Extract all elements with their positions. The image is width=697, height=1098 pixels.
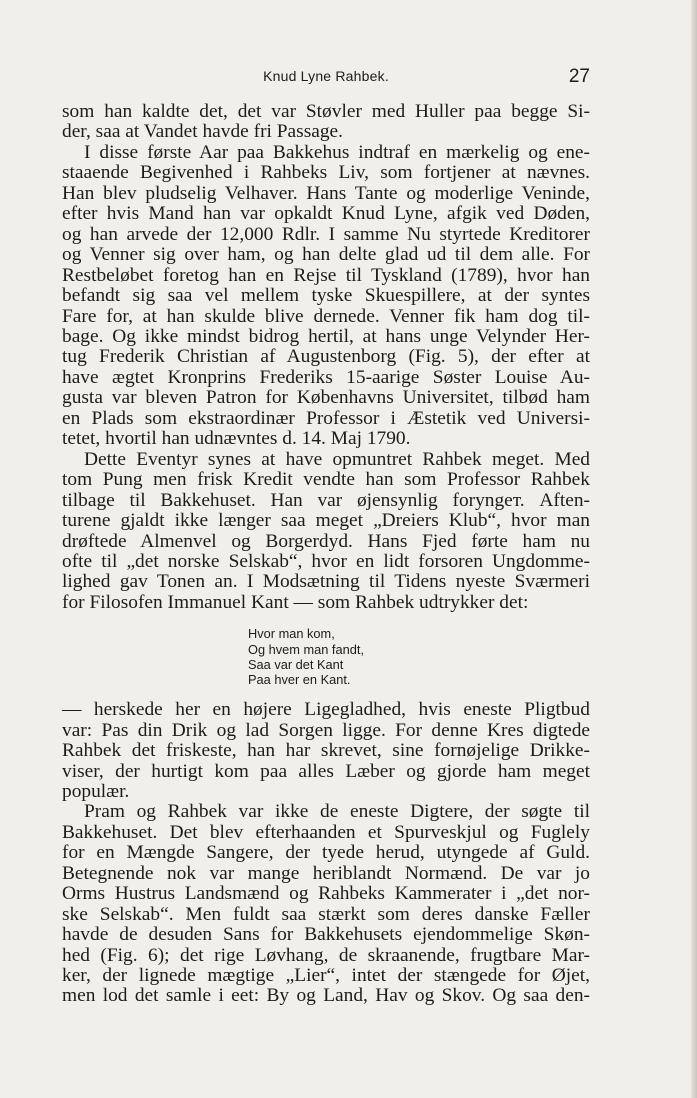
text-line: tetet, hvortil han udnævntes d. 14. Maj 1790. <box>62 428 411 450</box>
text-line: I disse første Aar paa Bakkehus indtraf en mærkelig og ene- <box>84 141 590 163</box>
text-line: men lod det samle i eet: By og Land, Hav og Skov. Og saa den- <box>62 985 590 1007</box>
text-line: en Plads som ekstraordinær Professor i Æstetik ved Universi- <box>62 407 590 429</box>
text-line: Pram og Rahbek var ikke de eneste Digtere, der søgte til <box>84 801 590 823</box>
page-edge <box>691 0 697 1098</box>
text-line: for Filosofen Immanuel Kant — som Rahbek udtrykker det: <box>62 591 529 613</box>
text-line: ofte til „det norske Selskab“, hvor en lidt forsoren Ungdomme- <box>62 550 590 572</box>
text-line: Orms Hustrus Landsmænd og Rahbeks Kammerater i „det nor- <box>62 883 590 905</box>
text-line: Rahbek det friskeste, han har skrevet, sine fornøjelige Drikke- <box>62 740 590 762</box>
running-head: Knud Lyne Rahbek. <box>263 68 389 84</box>
text-line: der, saa at Vandet havde fri Passage. <box>62 121 344 143</box>
text-line: lighed gav Tonen an. I Modsætning til Tidens nyeste Sværmeri <box>62 571 590 593</box>
text-line: for en Mængde Sangere, der tyede herud, utyngede af Guld. <box>62 842 590 864</box>
text-line: Dette Eventyr synes at have opmuntret Rahbek meget. Med <box>84 448 590 470</box>
page-header <box>62 66 590 90</box>
verse-line: Hvor man kom, <box>248 626 335 642</box>
text-line: drøftede Almenvel og Borgerdyd. Hans Fjed førte ham nu <box>62 530 590 552</box>
text-line: efter hvis Mand han var opkaldt Knud Lyne, afgik ved Døden, <box>62 203 590 225</box>
verse-line: Og hvem man fandt, <box>248 641 364 657</box>
page-number: 27 <box>568 66 590 87</box>
text-line: tom Pung men frisk Kredit vendte han som Professor Rahbek <box>62 469 590 491</box>
text-line: som han kaldte det, det var Støvler med Huller paa begge Si- <box>62 101 590 122</box>
text-line: og Venner sig over ham, og han delte glad ud til dem alle. For <box>62 244 590 266</box>
verse-quote <box>248 626 590 687</box>
text-line: ker, der lignede mægtige „Lier“, intet der stængede for Øjet, <box>62 965 590 987</box>
text-line: gusta var bleven Patron for Københavns Universitet, tilbød ham <box>62 387 590 409</box>
text-line: havde de desuden Sans for Bakkehusets ejendommelige Skøn- <box>62 924 590 946</box>
text-line: tilbage til Bakkehuset. Han var øjensynlig foryngет. Aften- <box>62 489 590 511</box>
text-line: ske Selskab“. Men fuldt saa stærkt som deres danske Fæller <box>62 903 590 925</box>
body-text <box>62 102 590 1007</box>
text-line: var: Pas din Drik og lad Sorgen ligge. For denne Kres digtede <box>62 719 590 741</box>
text-line: Betegnende nok var mange heriblandt Normænd. De var jo <box>62 862 590 884</box>
text-line: staaende Begivenhed i Rahbeks Liv, som fortjener at nævnes. <box>62 162 590 184</box>
text-line: viser, der hurtigt kom paa alles Læber og gjorde ham meget <box>62 760 590 782</box>
text-line: befandt sig saa vel mellem tyske Skuespillere, at der syntes <box>62 285 590 307</box>
text-line: turene gjaldt ikke længer saa meget „Dreiers Klub“, hvor man <box>62 510 590 532</box>
text-line: hed (Fig. 6); det rige Løvhang, de skraanende, frugtbare Mar- <box>62 944 590 966</box>
text-line: have ægtet Kronprins Frederiks 15-aarige Søster Louise Au- <box>62 366 590 388</box>
text-line: — herskede her en højere Ligegladhed, hvis eneste Pligtbud <box>62 699 590 721</box>
text-line: bage. Og ikke mindst bidrog hertil, at hans unge Velynder Her- <box>62 325 590 347</box>
text-line: og han arvede der 12,000 Rdlr. I samme Nu styrtede Kreditorer <box>62 223 590 245</box>
verse-line: Saa var det Kant <box>248 656 344 672</box>
text-line: Han blev pludselig Velhaver. Hans Tante og moderlige Veninde, <box>62 182 590 204</box>
text-line: tug Frederik Christian af Augustenborg (Fig. 5), der efter at <box>62 346 590 368</box>
verse-line: Paa hver en Kant. <box>248 671 351 687</box>
text-line: populær. <box>62 780 130 802</box>
text-line: Bakkehuset. Det blev efterhaanden et Spurveskjul og Fuglely <box>62 821 590 843</box>
text-line: Fare for, at han skulde blive dernede. Venner fik ham dog til- <box>62 305 590 327</box>
text-line: Restbeløbet foretog han en Rejse til Tyskland (1789), hvor han <box>62 264 590 286</box>
